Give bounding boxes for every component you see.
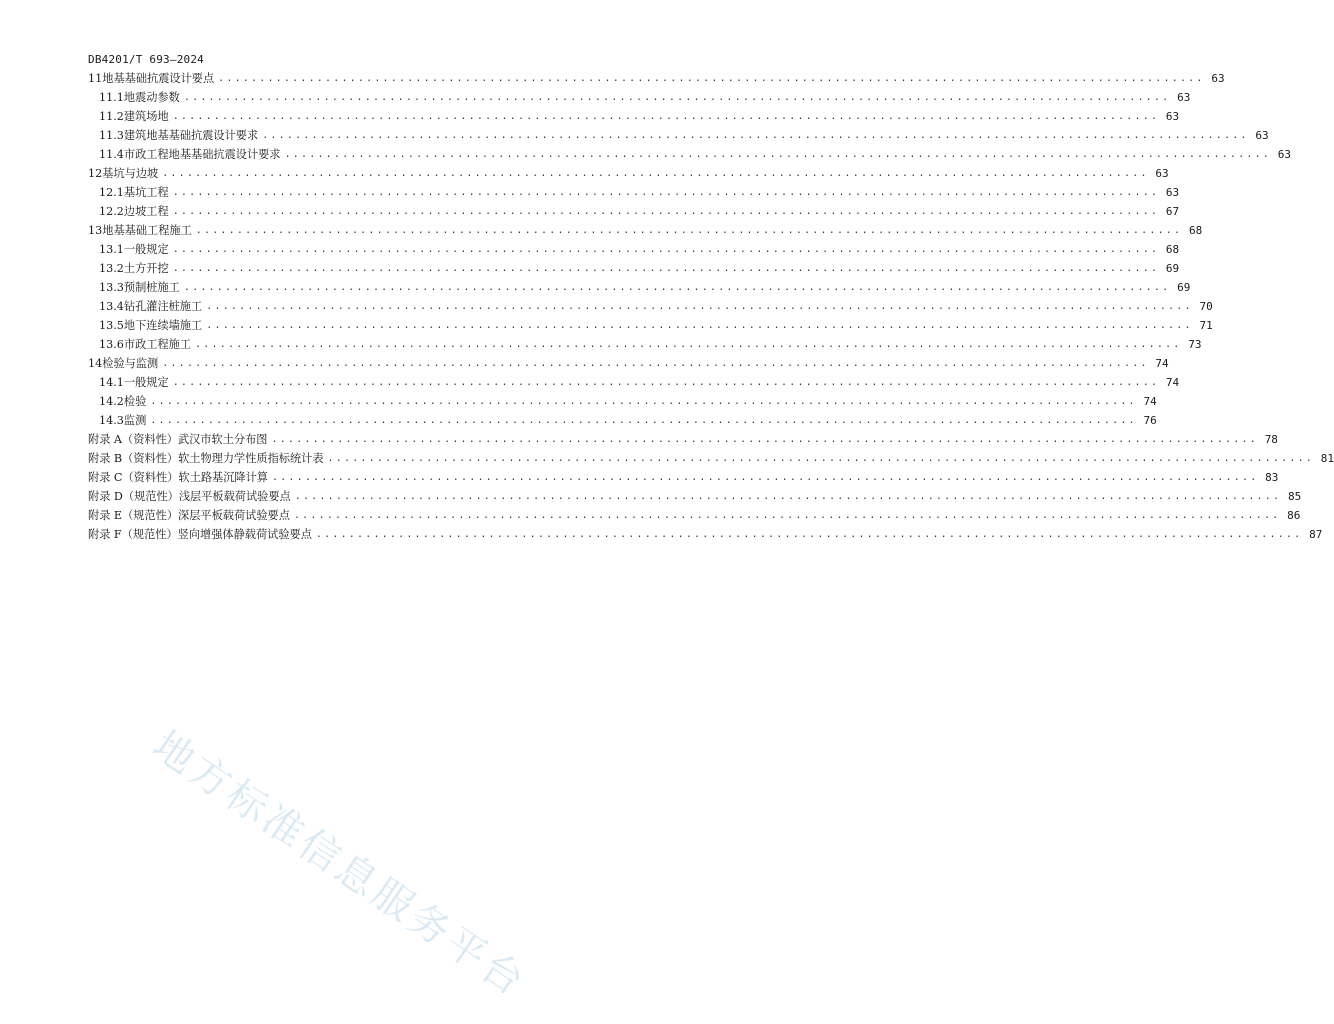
toc-entry[interactable]	[88, 145, 1292, 164]
toc-leader-dots: ........................................................................................................................	[183, 92, 1171, 103]
toc-entry-title: 检验	[123, 395, 147, 408]
toc-entry-page: 76	[1143, 414, 1157, 427]
toc-entry-page: 74	[1143, 395, 1157, 408]
toc-entry-title: 浅层平板载荷试验要点	[178, 490, 291, 503]
toc-entry-page: 68	[1188, 224, 1203, 237]
toc-entry-page: 71	[1199, 319, 1213, 332]
toc-leader-dots: ........................................................................................................................	[271, 472, 1259, 483]
toc-leader-dots: ........................................................................................................................	[162, 358, 1149, 369]
toc-entry[interactable]	[88, 430, 1278, 449]
toc-entry[interactable]	[88, 468, 1279, 487]
toc-entry[interactable]	[88, 183, 1180, 202]
toc-entry-title: 基坑与边坡	[102, 167, 159, 180]
toc-entry-page: 69	[1177, 281, 1191, 294]
toc-entry-number: 附录 D（规范性）	[88, 490, 179, 503]
toc-entry-number: 14.1	[99, 376, 124, 389]
toc-entry-page: 67	[1165, 205, 1180, 218]
toc-entry-title: 软土路基沉降计算	[178, 471, 268, 484]
toc-entry[interactable]	[88, 297, 1213, 316]
toc-entry-page: 73	[1188, 338, 1202, 351]
toc-entry-page: 63	[1177, 91, 1191, 104]
toc-leader-dots: ........................................................................................................................	[172, 187, 1160, 198]
toc-entry-page: 63	[1155, 167, 1169, 180]
toc-entry-title: 检验与监测	[102, 357, 159, 370]
toc-leader-dots: ........................................................................................................................	[218, 73, 1205, 84]
toc-entry-page: 69	[1165, 262, 1180, 275]
toc-leader-dots: ........................................................................................................................	[206, 301, 1193, 312]
toc-leader-dots: ........................................................................................................................	[172, 244, 1160, 255]
toc-entry-page: 63	[1211, 72, 1225, 85]
toc-entry[interactable]	[88, 525, 1323, 544]
toc-leader-dots: ........................................................................................................................	[327, 453, 1315, 464]
toc-entry-title: 基坑工程	[123, 186, 169, 199]
toc-leader-dots: ........................................................................................................................	[284, 149, 1272, 160]
toc-entry[interactable]	[88, 487, 1302, 506]
toc-entry[interactable]	[88, 335, 1202, 354]
toc-entry-number: 14.3	[99, 414, 124, 427]
toc-entry-title: 武汉市软土分布图	[177, 433, 268, 446]
toc-entry-number: 附录 F（规范性）	[88, 528, 178, 541]
toc-entry-number: 14	[88, 357, 103, 370]
toc-entry-page: 68	[1165, 243, 1180, 256]
toc-entry-title: 地基基础抗震设计要点	[102, 72, 215, 85]
toc-entry-page: 74	[1165, 376, 1180, 389]
toc-entry[interactable]	[88, 506, 1301, 525]
toc-entry[interactable]	[88, 126, 1269, 145]
toc-entry-number: 附录 C（资料性）	[88, 471, 179, 484]
toc-entry-number: 11.4	[99, 148, 124, 161]
toc-entry-number: 附录 E（规范性）	[88, 509, 179, 522]
toc-leader-dots: ........................................................................................................................	[294, 491, 1282, 502]
toc-entry-title: 土方开挖	[123, 262, 169, 275]
toc-entry-page: 63	[1255, 129, 1269, 142]
toc-entry-title: 软土物理力学性质指标统计表	[178, 452, 324, 465]
toc-leader-dots: ........................................................................................................................	[150, 396, 1137, 407]
watermark: 地方标准信息服务平台	[144, 722, 535, 1007]
toc-entry-number: 13.2	[99, 262, 124, 275]
toc-entry-title: 市政工程地基基础抗震设计要求	[123, 148, 281, 161]
toc-entry-page: 78	[1264, 433, 1278, 446]
toc-entry-page: 74	[1155, 357, 1169, 370]
toc-leader-dots: ........................................................................................................................	[195, 225, 1183, 236]
toc-entry-number: 附录 A（资料性）	[88, 433, 178, 446]
toc-entry-number: 12	[88, 167, 103, 180]
toc-entry-page: 63	[1165, 186, 1180, 199]
toc-entry[interactable]	[88, 69, 1225, 88]
toc-entry-number: 14.2	[99, 395, 124, 408]
toc-entry-title: 市政工程施工	[123, 338, 192, 351]
toc-entry[interactable]	[88, 354, 1169, 373]
toc-entry-number: 11.1	[99, 91, 124, 104]
toc-entry-page: 63	[1277, 148, 1292, 161]
toc-leader-dots: ........................................................................................................................	[271, 434, 1258, 445]
toc-entry-number: 13	[88, 224, 103, 237]
toc-entry[interactable]	[88, 449, 1334, 468]
toc-entry[interactable]	[88, 259, 1180, 278]
toc-entry-number: 13.3	[99, 281, 124, 294]
toc-leader-dots: ........................................................................................................................	[262, 130, 1249, 141]
toc-entry-number: 11.2	[99, 110, 124, 123]
toc-leader-dots: ........................................................................................................................	[195, 339, 1182, 350]
toc-entry[interactable]	[88, 392, 1157, 411]
toc-entry[interactable]	[88, 164, 1169, 183]
toc-leader-dots: ........................................................................................................................	[172, 111, 1160, 122]
toc-leader-dots: ........................................................................................................................	[150, 415, 1137, 426]
toc-entry-title: 地基基础工程施工	[102, 224, 192, 237]
toc-entry[interactable]	[88, 411, 1157, 430]
toc-entry[interactable]	[88, 221, 1203, 240]
toc-entry-title: 钻孔灌注桩施工	[123, 300, 203, 313]
toc-entry[interactable]	[88, 316, 1213, 335]
toc-entry-title: 地下连续墙施工	[123, 319, 203, 332]
toc-entry-number: 11	[88, 72, 103, 85]
toc-leader-dots: ........................................................................................................................	[172, 263, 1160, 274]
toc-entry-title: 一般规定	[123, 376, 169, 389]
toc-entry[interactable]	[88, 202, 1180, 221]
toc-entry-title: 边坡工程	[123, 205, 169, 218]
toc-entry-page: 83	[1265, 471, 1279, 484]
table-of-contents	[88, 69, 1334, 544]
toc-entry-title: 深层平板载荷试验要点	[178, 509, 290, 522]
toc-entry-title: 地震动参数	[123, 91, 180, 104]
toc-leader-dots: ........................................................................................................................	[315, 529, 1303, 540]
toc-leader-dots: ........................................................................................................................	[172, 206, 1160, 217]
toc-entry-number: 附录 B（资料性）	[88, 452, 179, 465]
toc-entry[interactable]	[88, 373, 1180, 392]
toc-entry-title: 竖向增强体静载荷试验要点	[177, 528, 312, 541]
toc-leader-dots: ........................................................................................................................	[183, 282, 1171, 293]
toc-entry-number: 12.1	[99, 186, 124, 199]
toc-entry-page: 81	[1320, 452, 1334, 465]
toc-leader-dots: ........................................................................................................................	[206, 320, 1193, 331]
toc-leader-dots: ........................................................................................................................	[172, 377, 1160, 388]
toc-entry-page: 70	[1199, 300, 1213, 313]
toc-entry[interactable]	[88, 240, 1180, 259]
toc-entry-number: 11.3	[99, 129, 124, 142]
toc-entry-page: 87	[1309, 528, 1323, 541]
toc-entry-page: 86	[1287, 509, 1301, 522]
toc-entry-number: 12.2	[99, 205, 124, 218]
toc-entry-title: 建筑地基基础抗震设计要求	[123, 129, 259, 142]
toc-entry-number: 13.4	[99, 300, 124, 313]
toc-entry[interactable]	[88, 88, 1191, 107]
toc-entry-page: 63	[1165, 110, 1180, 123]
document-code: DB4201/T 693—2024	[88, 53, 204, 66]
toc-entry-title: 预制桩施工	[123, 281, 180, 294]
toc-entry-page: 85	[1287, 490, 1302, 503]
toc-entry-title: 一般规定	[123, 243, 169, 256]
toc-entry-number: 13.1	[99, 243, 124, 256]
toc-entry[interactable]	[88, 107, 1180, 126]
toc-entry-title: 监测	[123, 414, 147, 427]
toc-entry-title: 建筑场地	[123, 110, 169, 123]
toc-leader-dots: ........................................................................................................................	[162, 168, 1149, 179]
toc-entry-number: 13.6	[99, 338, 124, 351]
toc-entry-number: 13.5	[99, 319, 124, 332]
toc-leader-dots: ........................................................................................................................	[293, 510, 1281, 521]
toc-entry[interactable]	[88, 278, 1191, 297]
